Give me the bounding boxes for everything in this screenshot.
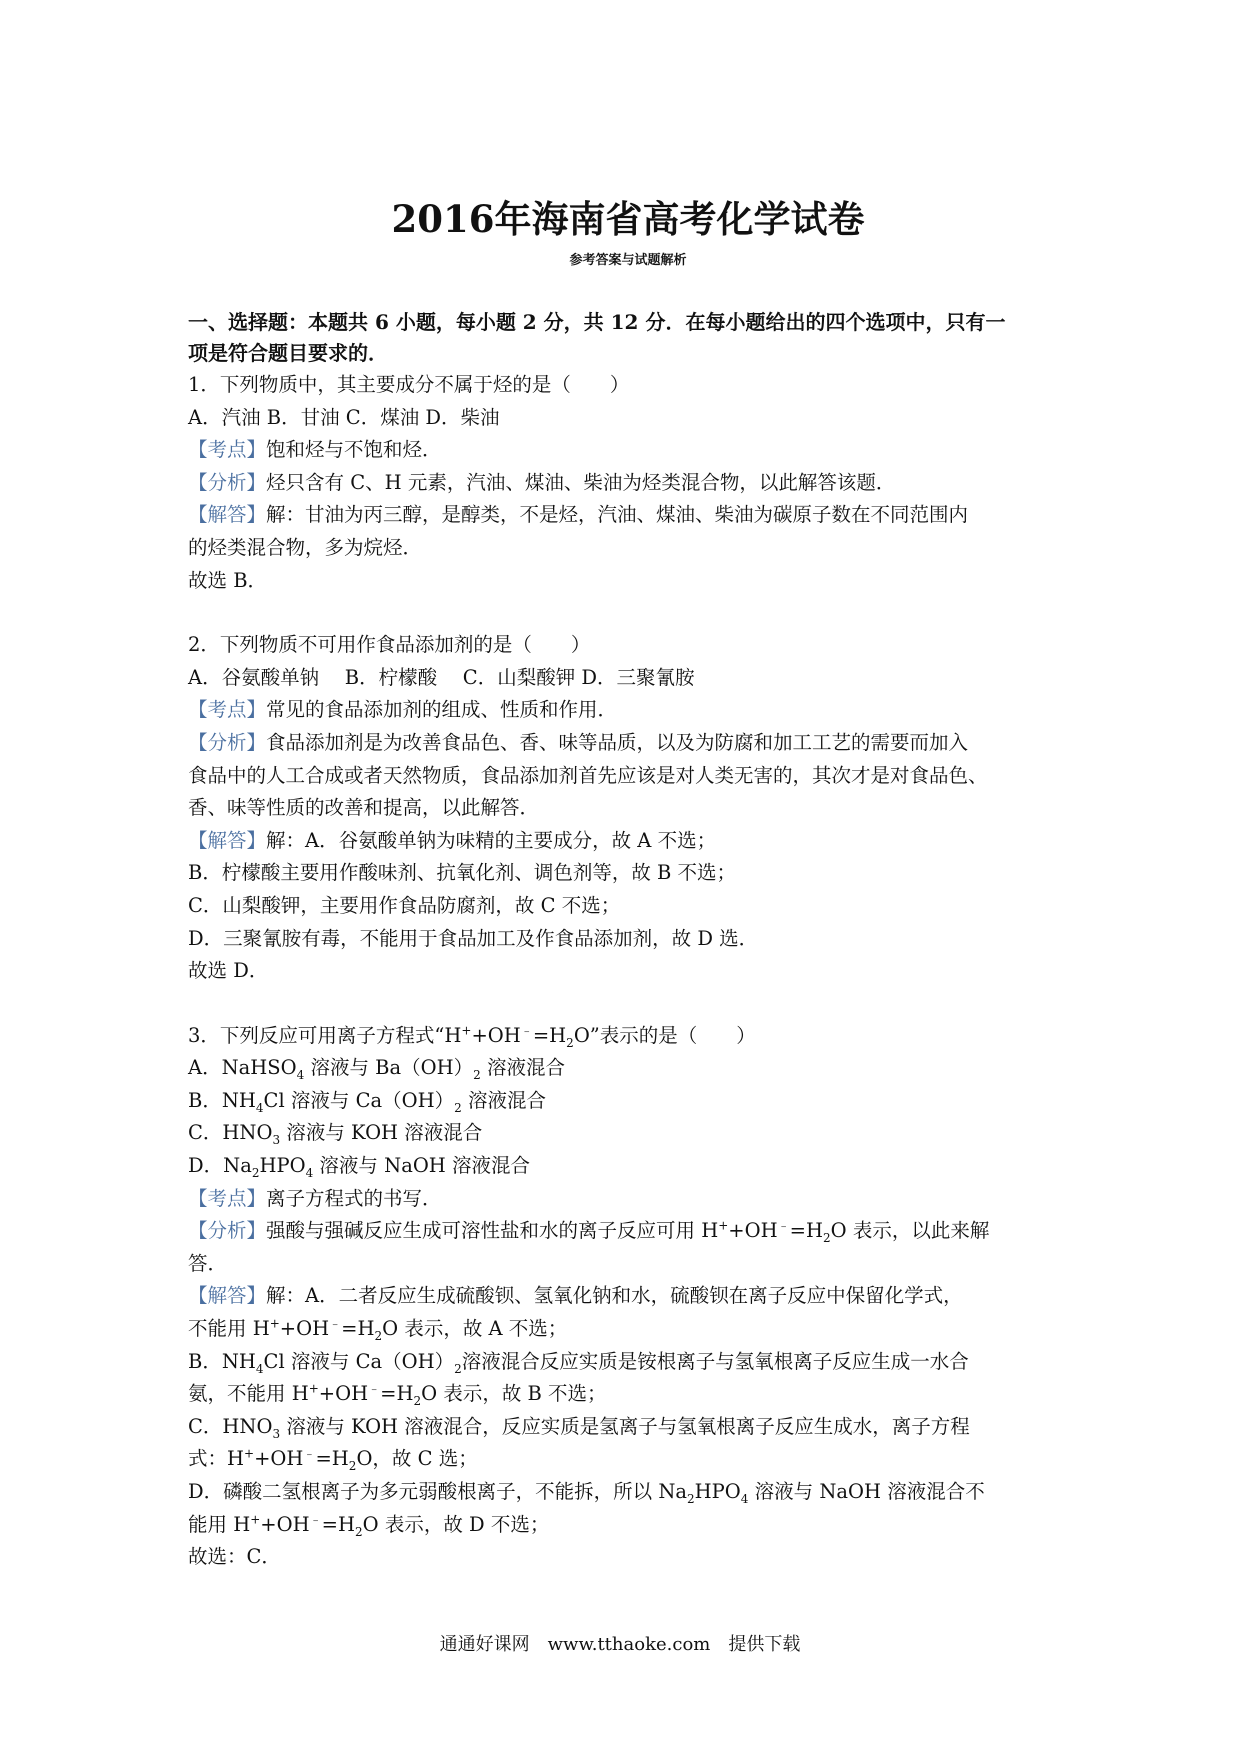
q2-stem: 2．下列物质不可用作食品添加剂的是（ ） xyxy=(188,633,591,657)
q3-jieda-6: 式：$H^++OH^﹣=H_2O$，故 C 选； xyxy=(188,1446,478,1474)
q1-kaodian: 【考点】饱和烃与不饱和烃． xyxy=(188,438,442,462)
q2-fenxi-2: 食品中的人工合成或者天然物质，食品添加剂首先应该是对人类无害的，其次才是对食品色、 xyxy=(188,763,988,787)
spacer xyxy=(188,988,1068,1020)
q2-jieda-2: B．柠檬酸主要用作酸味剂、抗氧化剂、调色剂等，故 B 不选； xyxy=(188,861,737,885)
q3-jieda-5: C．$HNO_3$ 溶液与 KOH 溶液混合，反应实质是氢离子与氢氧根离子反应生成水，离子方程 xyxy=(188,1414,970,1441)
q3-jieda-4: 氨，不能用 $H^++OH^﹣=H_2O$ 表示，故 B 不选； xyxy=(188,1381,607,1409)
q1-jieda-2: 的烃类混合物，多为烷烃． xyxy=(188,535,423,559)
section-header-line-2: 项是符合题目要求的． xyxy=(188,341,388,365)
q1-options: A．汽油 B．甘油 C．煤油 D．柴油 xyxy=(188,405,500,429)
q2-jieda-4: D．三聚氰胺有毒，不能用于食品加工及作食品添加剂，故 D 选． xyxy=(188,926,759,950)
q2-fenxi-3: 香、味等性质的改善和提高，以此解答． xyxy=(188,796,540,820)
q3-jieda-3: B．$NH_4Cl$ 溶液与 $Ca(OH)_2$溶液混合反应实质是铵根离子与氢氧根离子反应生成一水合 xyxy=(188,1349,969,1376)
q2-answer: 故选 D． xyxy=(188,959,269,983)
q3-jieda-2: 不能用 $H^++OH^﹣=H_2O$ 表示，故 A 不选； xyxy=(188,1316,568,1343)
q1-jieda-1: 【解答】解：甘油为丙三醇，是醇类，不是烃，汽油、煤油、柴油为碳原子数在不同范围内 xyxy=(188,503,969,527)
page-title: 2016年海南省高考化学试卷 xyxy=(391,197,865,241)
q3-option-a: A．NaHSO$_4$ 溶液与 $Ba(OH)_2$ 溶液混合 xyxy=(188,1056,565,1083)
kaodian-tag: 【考点】 xyxy=(188,698,267,722)
document-content xyxy=(188,195,1068,1574)
q2-fenxi-1: 【分析】食品添加剂是为改善食品色、香、味等品质，以及为防腐和加工工艺的需要而加入 xyxy=(188,730,969,754)
q3-jieda-8: 能用 $H^++OH^﹣=H_2O$ 表示，故 D 不选； xyxy=(188,1512,550,1539)
fenxi-tag: 【分析】 xyxy=(188,470,267,494)
jieda-tag: 【解答】 xyxy=(188,828,267,852)
q1-stem: 1．下列物质中，其主要成分不属于烃的是（ ） xyxy=(188,373,630,396)
q3-fenxi-1: 【分析】强酸与强碱反应生成可溶性盐和水的离子反应可用 $H^++OH^﹣=H_2O$ 表示，以此来解 xyxy=(188,1218,990,1246)
q3-option-b: B．$NH_4Cl$ 溶液与 $Ca(OH)_2$ 溶液混合 xyxy=(188,1088,546,1115)
jieda-tag: 【解答】 xyxy=(188,503,267,527)
q3-fenxi-2: 答． xyxy=(188,1251,228,1275)
spacer xyxy=(188,597,1068,629)
q3-jieda-1: 【解答】解：A．二者反应生成硫酸钡、氢氧化钠和水，硫酸钡在离子反应中保留化学式， xyxy=(188,1284,963,1308)
q2-options: A．谷氨酸单钠 B．柠檬酸 C．山梨酸钾 D．三聚氰胺 xyxy=(188,665,695,689)
q2-kaodian: 【考点】常见的食品添加剂的组成、性质和作用． xyxy=(188,698,618,722)
section-header-line-1: 一、选择题：本题共 6 小题，每小题 2 分，共 12 分．在每小题给出的四个选项中，只有一 xyxy=(188,310,1006,334)
q3-option-d: D．$Na_2HPO_4$ 溶液与 NaOH 溶液混合 xyxy=(188,1154,531,1180)
q2-jieda-3: C．山梨酸钾，主要用作食品防腐剂，故 C 不选； xyxy=(188,893,621,917)
kaodian-tag: 【考点】 xyxy=(188,438,267,462)
fenxi-tag: 【分析】 xyxy=(188,730,267,754)
page-subtitle: 参考答案与试题解析 xyxy=(569,253,687,268)
q1-answer: 故选 B． xyxy=(188,568,268,592)
q1-fenxi: 【分析】烃只含有 C、H 元素，汽油、煤油、柴油为烃类混合物，以此解答该题． xyxy=(188,470,896,494)
q2-jieda-1: 【解答】解：A．谷氨酸单钠为味精的主要成分，故 A 不选； xyxy=(188,828,717,852)
fenxi-tag: 【分析】 xyxy=(188,1219,267,1243)
kaodian-tag: 【考点】 xyxy=(188,1186,267,1210)
q3-stem: 3．下列反应可用离子方程式“$H^++OH^﹣=H_2O$”表示的是（ ） xyxy=(188,1023,756,1050)
q3-answer: 故选：C． xyxy=(188,1545,281,1569)
jieda-tag: 【解答】 xyxy=(188,1284,267,1308)
q3-jieda-7: D．磷酸二氢根离子为多元弱酸根离子，不能拆，所以 $Na_2HPO_4$ 溶液与 NaOH 溶液混合不 xyxy=(188,1480,985,1506)
q3-option-c: C．$HNO_3$ 溶液与 KOH 溶液混合 xyxy=(188,1121,483,1148)
page-footer: 通通好课网 www.tthaoke.com 提供下载 xyxy=(439,1634,801,1655)
q3-kaodian: 【考点】离子方程式的书写． xyxy=(188,1186,442,1210)
